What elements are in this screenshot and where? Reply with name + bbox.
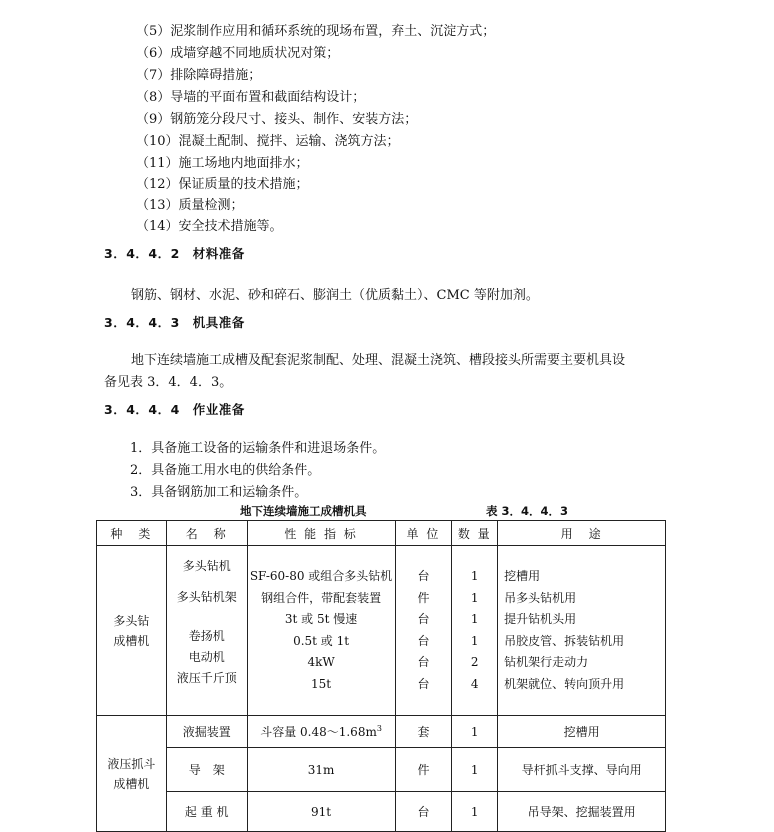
list-item: （12）保证质量的技术措施； xyxy=(136,177,309,192)
name-cell: 液掘装置 xyxy=(166,716,247,748)
category-cell: 液压抓斗 成槽机 xyxy=(97,716,167,832)
spec-cell: 斗容量 $0.48\sim 1.68m^3$ xyxy=(247,716,395,748)
unit-cell: 台 xyxy=(395,792,452,832)
use-cell: 导杆抓斗支撑、导向用 xyxy=(498,748,666,792)
section-text: 备见表 3．4．4．3。 xyxy=(104,375,233,390)
list-item: （10）混凝土配制、搅拌、运输、浇筑方法； xyxy=(136,134,400,149)
use-cell: 吊导架、挖掘装置用 xyxy=(498,792,666,832)
table-number: 表 3．4．4．3 xyxy=(486,504,569,518)
header-cell: 用 途 xyxy=(498,521,666,546)
table-row xyxy=(97,546,666,716)
list-item: 2．具备施工用水电的供给条件。 xyxy=(130,463,321,478)
spec-cell: 91t xyxy=(247,792,395,832)
spec-cell: SF-60-80 或组合多头钻机 钢组合件，带配套装置 3t 或 5t 慢速 0.5t 或 1t 4kW 15t xyxy=(247,546,395,716)
list-item: （7）排除障碍措施； xyxy=(136,68,262,83)
header-cell: 单 位 xyxy=(395,521,452,546)
list-item: （9）钢筋笼分段尺寸、接头、制作、安装方法； xyxy=(136,112,418,127)
section-text: 钢筋、钢材、水泥、砂和碎石、膨润土（优质黏土）、CMC 等附加剂。 xyxy=(131,288,539,303)
table-header-row xyxy=(97,521,666,546)
header-cell: 种 类 xyxy=(97,521,167,546)
qty-cell: 1 xyxy=(452,792,498,832)
category-cell: 多头钻 成槽机 xyxy=(97,546,167,716)
qty-cell: 1 xyxy=(452,716,498,748)
unit-cell: 台 件 台 台 台 台 xyxy=(395,546,452,716)
qty-cell: 1 1 1 1 2 4 xyxy=(452,546,498,716)
table-row xyxy=(97,748,666,792)
section-heading: 3．4．4．4 作业准备 xyxy=(104,402,245,417)
list-item: （13）质量检测； xyxy=(136,198,244,213)
spec-cell: 31m xyxy=(247,748,395,792)
equipment-table xyxy=(96,520,666,832)
section-heading: 3．4．4．2 材料准备 xyxy=(104,246,245,261)
list-item: （14）安全技术措施等。 xyxy=(136,219,283,234)
header-cell: 性 能 指 标 xyxy=(247,521,395,546)
table-row xyxy=(97,716,666,748)
use-cell: 挖槽用 xyxy=(498,716,666,748)
section-text: 地下连续墙施工成槽及配套泥浆制配、处理、混凝土浇筑、槽段接头所需要主要机具设 xyxy=(131,353,626,368)
name-cell: 导 架 xyxy=(166,748,247,792)
qty-cell: 1 xyxy=(452,748,498,792)
header-cell: 名 称 xyxy=(166,521,247,546)
list-item: （6）成墙穿越不同地质状况对策； xyxy=(136,46,340,61)
name-cell: 起 重 机 xyxy=(166,792,247,832)
list-item: （8）导墙的平面布置和截面结构设计； xyxy=(136,90,366,105)
unit-cell: 套 xyxy=(395,716,452,748)
list-item: （5）泥浆制作应用和循环系统的现场布置，弃土、沉淀方式； xyxy=(136,24,496,39)
table-title: 地下连续墙施工成槽机具 xyxy=(240,504,367,518)
list-item: 3．具备钢筋加工和运输条件。 xyxy=(130,485,308,500)
list-item: 1．具备施工设备的运输条件和进退场条件。 xyxy=(130,441,386,456)
section-heading: 3．4．4．3 机具准备 xyxy=(104,315,245,330)
unit-cell: 件 xyxy=(395,748,452,792)
use-cell: 挖槽用 吊多头钻机用 提升钻机头用 吊胶皮管、拆装钻机用 钻机架行走动力 机架就位、转向顶升用 xyxy=(498,546,666,716)
header-cell: 数 量 xyxy=(452,521,498,546)
name-cell: 多头钻机 多头钻机架 卷扬机 电动机 液压千斤顶 xyxy=(166,546,247,716)
list-item: （11）施工场地内地面排水； xyxy=(136,156,309,171)
